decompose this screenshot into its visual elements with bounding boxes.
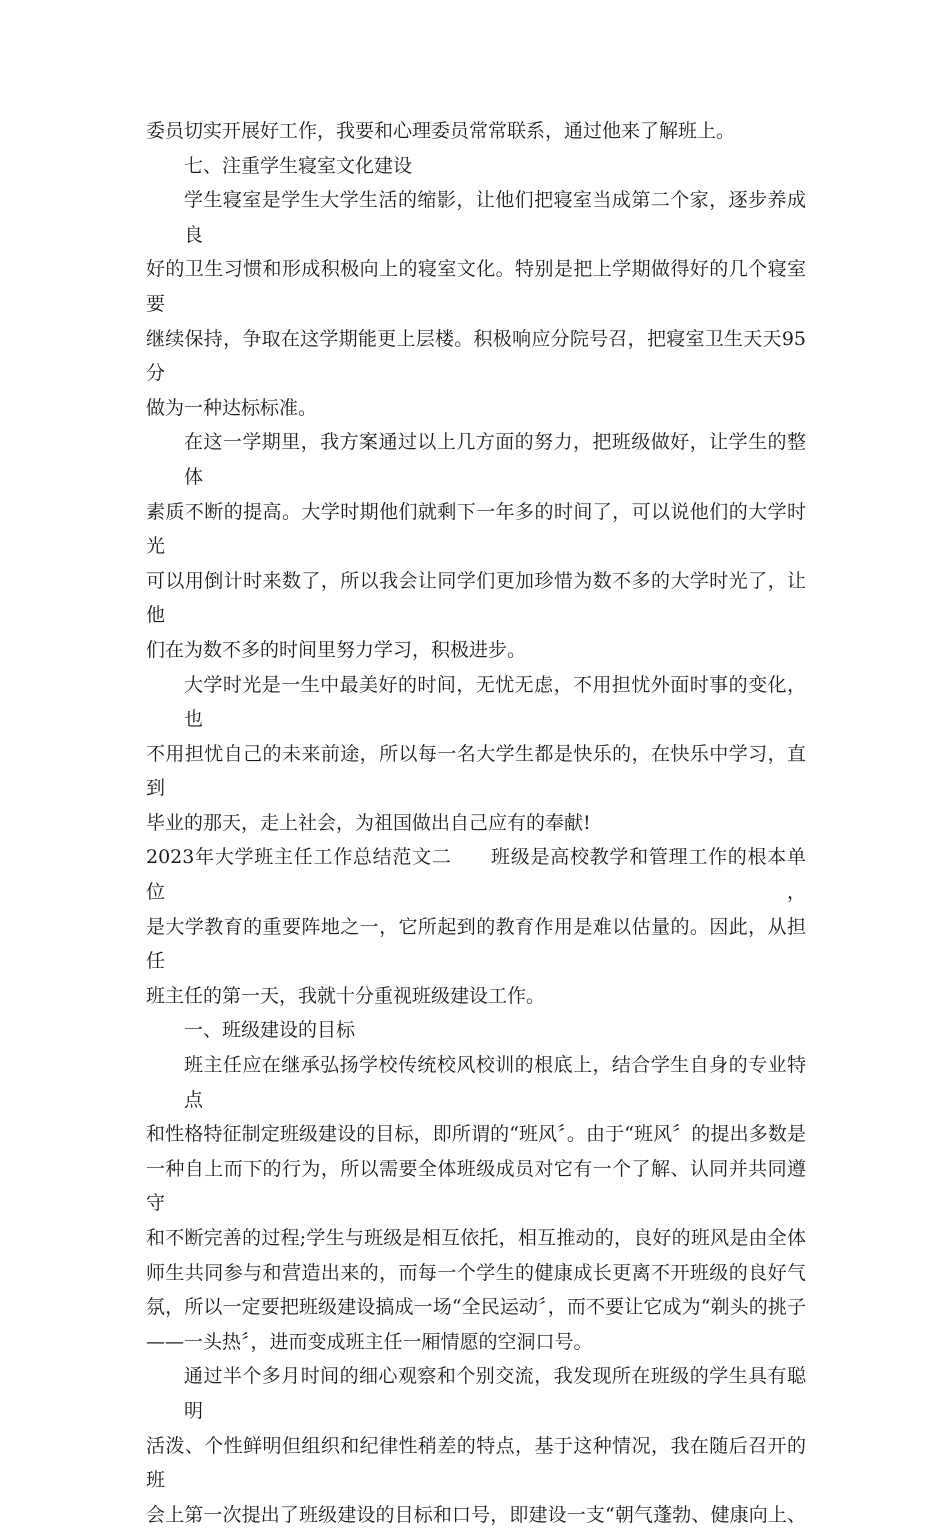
document-page — [146, 114, 806, 1532]
text-line: 不用担忧自己的未来前途，所以每一名大学生都是快乐的，在快乐中学习，直到 — [146, 742, 806, 800]
text-line: 们在为数不多的时间里努力学习，积极进步。 — [146, 638, 527, 661]
text-line: 是大学教育的重要阵地之一，它所起到的教育作用是难以估量的。因此，从担任 — [146, 915, 806, 973]
text-line: 素质不断的提高。大学时期他们就剩下一年多的时间了，可以说他们的大学时光 — [146, 500, 806, 558]
text-line: 会上第一次提出了班级建设的目标和口号，即建设一支“朝气蓬勃、健康向上、 — [146, 1503, 806, 1526]
text-line: 师生共同参与和营造出来的，而每一个学生的健康成长更离不开班级的良好气 — [146, 1261, 806, 1284]
text-line: 和性格特征制定班级建设的目标，即所谓的“班风〞。由于“班风〞的提出多数是 — [146, 1123, 806, 1146]
text-line: 做为一种达标标准。 — [146, 396, 318, 419]
title-line: 2023年大学班主任工作总结范文二 班级是高校教学和管理工作的根本单位， — [146, 846, 806, 904]
text-line: 大学时光是一生中最美好的时间，无忧无虑，不用担忧外面时事的变化，也 — [184, 673, 806, 731]
text-line: 氛，所以一定要把班级建设搞成一场“全民运动〞，而不要让它成为“剃头的挑子 — [146, 1296, 806, 1319]
text-line: 继续保持，争取在这学期能更上层楼。积极响应分院号召，把寝室卫生天天95分 — [146, 327, 806, 385]
text-line: 班主任应在继承弘扬学校传统校风校训的根底上，结合学生自身的专业特点 — [184, 1054, 806, 1111]
text-line: 活泼、个性鲜明但组织和纪律性稍差的特点，基于这种情况，我在随后召开的班 — [146, 1434, 806, 1492]
text-line: 通过半个多月时间的细心观察和个别交流，我发现所在班级的学生具有聪明 — [184, 1365, 806, 1422]
text-line: 在这一学期里，我方案通过以上几方面的努力，把班级做好，让学生的整体 — [184, 431, 806, 488]
text-line: 可以用倒计时来数了，所以我会让同学们更加珍惜为数不多的大学时光了，让他 — [146, 569, 806, 627]
text-line: 班主任的第一天，我就十分重视班级建设工作。 — [146, 984, 546, 1007]
text-line: 好的卫生习惯和形成积极向上的寝室文化。特别是把上学期做得好的几个寝室要 — [146, 258, 806, 315]
section-heading: 七、注重学生寝室文化建设 — [184, 154, 413, 177]
text-line: 委员切实开展好工作，我要和心理委员常常联系，通过他来了解班上。 — [146, 120, 736, 142]
section-heading: 一、班级建设的目标 — [184, 1019, 356, 1042]
text-line: 一种自上而下的行为，所以需要全体班级成员对它有一个了解、认同并共同遵守 — [146, 1157, 806, 1215]
text-line: ——一头热〞，进而变成班主任一厢情愿的空洞口号。 — [146, 1330, 593, 1353]
text-line: 学生寝室是学生大学生活的缩影，让他们把寝室当成第二个家，逐步养成良 — [184, 189, 806, 246]
text-line: 和不断完善的过程;学生与班级是相互依托，相互推动的，良好的班风是由全体 — [146, 1227, 806, 1249]
text-line: 毕业的那天，走上社会，为祖国做出自己应有的奉献! — [146, 811, 591, 834]
